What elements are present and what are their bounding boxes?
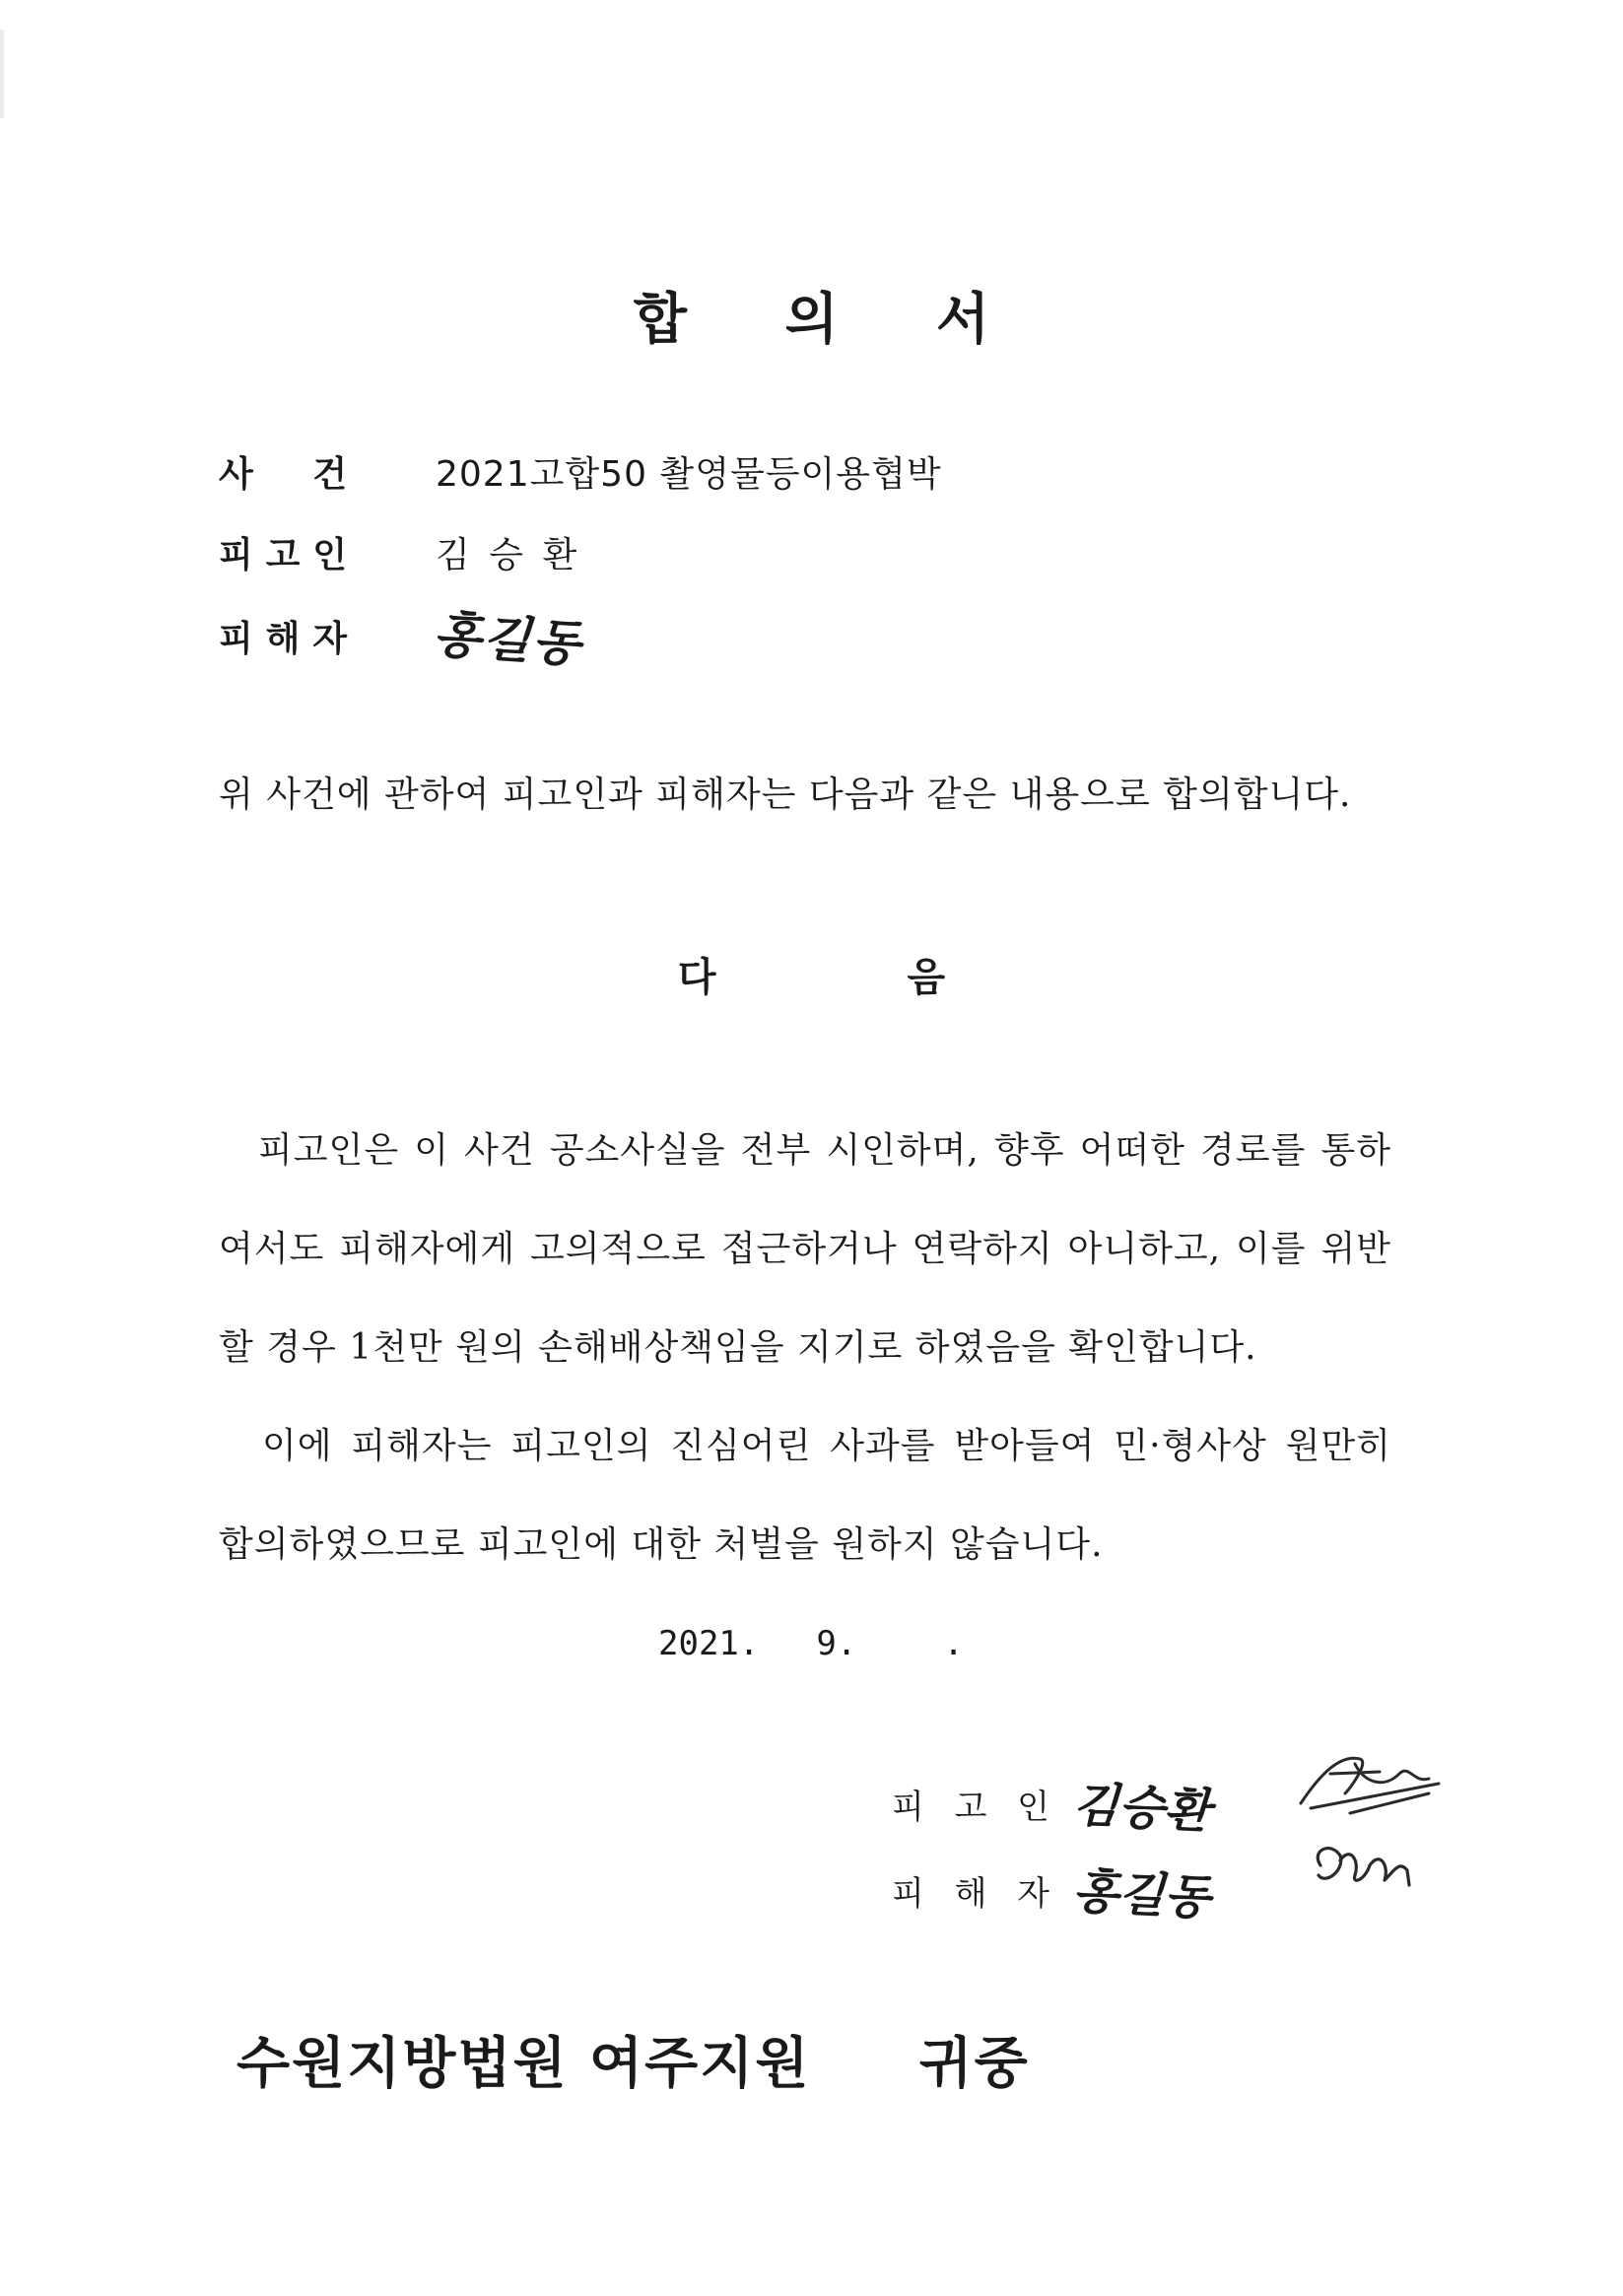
defendant-scribble-mark: [1291, 1734, 1449, 1823]
defendant-handwritten-signature: 김승환: [1071, 1776, 1212, 1840]
body-text: [219, 1102, 1391, 1594]
field-defendant-label: 피 고 인: [219, 533, 347, 575]
victim-handwritten-name: 홍길동: [431, 604, 584, 674]
signature-victim: [892, 1851, 1210, 1929]
scan-edge-mark: [0, 30, 4, 118]
field-victim: [219, 604, 584, 674]
section-title: 다 음: [677, 954, 1035, 1000]
signature-defendant: [892, 1764, 1210, 1843]
victim-handwritten-signature: 홍길동: [1071, 1862, 1212, 1926]
field-defendant-value: 김 승 환: [436, 534, 581, 575]
field-victim-label: 피 해 자: [219, 617, 347, 659]
document-title: 합 의 서: [633, 287, 1030, 352]
intro-sentence: 위 사건에 관하여 피고인과 피해자는 다음과 같은 내용으로 합의합니다.: [219, 775, 1352, 815]
field-case-value: 2021고합50 촬영물등이용협박: [436, 453, 942, 495]
field-case: [219, 441, 942, 501]
document-date: [658, 1624, 964, 1663]
date-year: 2021.: [658, 1624, 760, 1663]
signature-defendant-label: 피 고 인: [892, 1787, 1049, 1827]
court-name: 수원지방법원 여주지원: [237, 2032, 811, 2096]
signature-victim-label: 피 해 자: [892, 1873, 1049, 1914]
field-case-label: 사 건: [219, 452, 347, 495]
body-paragraph-2: 이에 피해자는 피고인의 진심어린 사과를 받아들여 민·형사상 원만히 합의하였으므로 피고인에 대한 처벌을 원하지 않습니다.: [219, 1426, 1391, 1565]
field-victim-value: [431, 600, 584, 674]
victim-scribble-mark: [1301, 1831, 1419, 1900]
field-defendant: [219, 522, 580, 581]
court-addressee: [237, 2020, 1030, 2099]
court-suffix: 귀중: [918, 2032, 1030, 2096]
body-paragraph-1: 피고인은 이 사건 공소사실을 전부 시인하며, 향후 어떠한 경로를 통하여서도 피해자에게 고의적으로 접근하거나 연락하지 아니하고, 이를 위반할 경우 1천만 원의 손해배상책임을 지기로 하였음을 확인합니다.: [219, 1130, 1391, 1368]
date-month: 9.: [816, 1624, 857, 1663]
date-day: .: [943, 1624, 964, 1663]
